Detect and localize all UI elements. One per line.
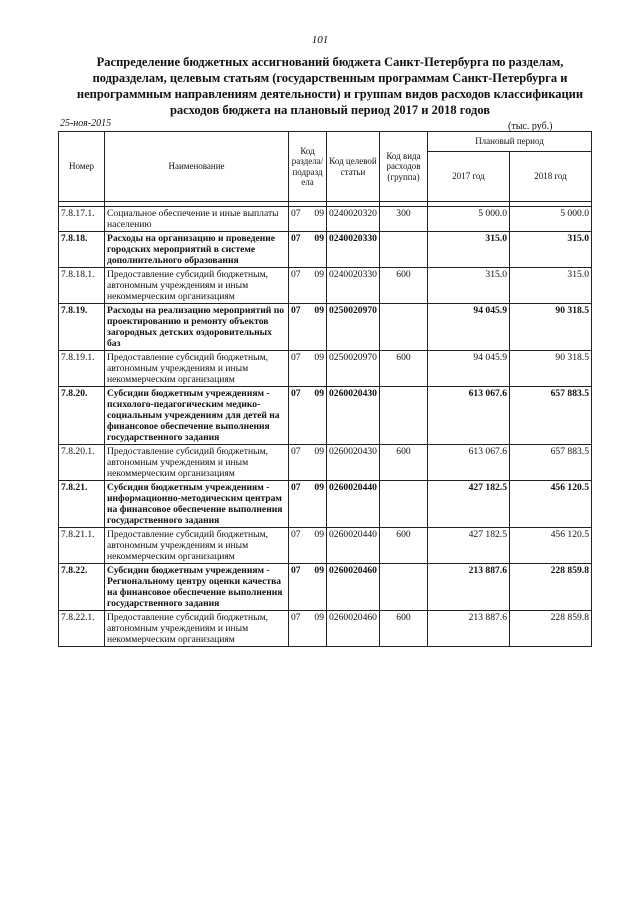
header-planned-period: Плановый период xyxy=(428,132,592,152)
row-section-code xyxy=(289,351,327,387)
row-section-code xyxy=(289,387,327,445)
table-row xyxy=(59,207,592,232)
table-body xyxy=(59,207,592,647)
row-name: Субсидия бюджетным учреждениям - информационно-методическим центрам на финансовое обеспечение выполнения государственного задания xyxy=(105,481,289,528)
row-amount-2018: 90 318.5 xyxy=(510,351,592,387)
row-number: 7.8.19.1. xyxy=(59,351,105,387)
row-section: 07 xyxy=(291,482,301,493)
row-type-code xyxy=(380,304,428,351)
row-section: 07 xyxy=(291,208,301,219)
header-year-2018: 2018 год xyxy=(510,152,592,202)
table-header xyxy=(59,132,592,207)
row-subsection: 09 xyxy=(314,352,324,363)
row-target-code: 0260020460 xyxy=(327,564,380,611)
row-number: 7.8.22. xyxy=(59,564,105,611)
row-section-code xyxy=(289,268,327,304)
row-amount-2017: 315.0 xyxy=(428,232,510,268)
row-amount-2018: 657 883.5 xyxy=(510,387,592,445)
table-row xyxy=(59,564,592,611)
row-name: Предоставление субсидий бюджетным, автономным учреждениям и иным некоммерческим организациям xyxy=(105,611,289,647)
row-type-code: 600 xyxy=(380,351,428,387)
row-amount-2017: 94 045.9 xyxy=(428,304,510,351)
table-row xyxy=(59,387,592,445)
row-type-code: 600 xyxy=(380,528,428,564)
table-row xyxy=(59,528,592,564)
row-target-code: 0240020330 xyxy=(327,232,380,268)
row-type-code xyxy=(380,564,428,611)
row-amount-2017: 427 182.5 xyxy=(428,481,510,528)
row-amount-2017: 613 067.6 xyxy=(428,445,510,481)
row-type-code: 600 xyxy=(380,445,428,481)
row-target-code: 0240020330 xyxy=(327,268,380,304)
row-number: 7.8.21.1. xyxy=(59,528,105,564)
row-name: Субсидии бюджетным учреждениям - психолого-педагогическим медико-социальным учреждениям для детей на финансовое обеспечение выполнения государственного задания xyxy=(105,387,289,445)
row-subsection: 09 xyxy=(314,305,324,316)
row-name: Субсидии бюджетным учреждениям - Региональному центру оценки качества на финансовое обеспечение выполнения государственного задания xyxy=(105,564,289,611)
row-subsection: 09 xyxy=(314,529,324,540)
row-subsection: 09 xyxy=(314,208,324,219)
row-amount-2018: 456 120.5 xyxy=(510,481,592,528)
row-section-code xyxy=(289,564,327,611)
row-amount-2018: 228 859.8 xyxy=(510,564,592,611)
row-name: Предоставление субсидий бюджетным, автономным учреждениям и иным некоммерческим организациям xyxy=(105,445,289,481)
document-date: 25-ноя-2015 xyxy=(60,118,112,129)
row-name: Предоставление субсидий бюджетным, автономным учреждениям и иным некоммерческим организациям xyxy=(105,528,289,564)
row-type-code xyxy=(380,232,428,268)
row-amount-2017: 94 045.9 xyxy=(428,351,510,387)
row-number: 7.8.17.1. xyxy=(59,207,105,232)
row-amount-2018: 90 318.5 xyxy=(510,304,592,351)
header-year-2017: 2017 год xyxy=(428,152,510,202)
document-title: Распределение бюджетных ассигнований бюджета Санкт-Петербурга по разделам, подразделам, целевым статьям (государственным программам Санкт-Петербурга и непрограммным направлениям деятельности) и группам видов расходов классификации расходов бюджета на плановый период 2017 и 2018 годов xyxy=(76,55,584,117)
row-section-code xyxy=(289,207,327,232)
row-target-code: 0260020440 xyxy=(327,481,380,528)
row-amount-2018: 315.0 xyxy=(510,268,592,304)
row-target-code: 0240020320 xyxy=(327,207,380,232)
table-row xyxy=(59,351,592,387)
row-type-code xyxy=(380,387,428,445)
row-subsection: 09 xyxy=(314,233,324,244)
table-row xyxy=(59,445,592,481)
table-row xyxy=(59,268,592,304)
row-amount-2018: 228 859.8 xyxy=(510,611,592,647)
row-number: 7.8.21. xyxy=(59,481,105,528)
row-section-code xyxy=(289,481,327,528)
header-target-code: Код целевой статьи xyxy=(327,132,380,202)
row-section: 07 xyxy=(291,233,301,244)
row-amount-2018: 657 883.5 xyxy=(510,445,592,481)
table-row xyxy=(59,232,592,268)
row-section-code xyxy=(289,611,327,647)
row-target-code: 0260020430 xyxy=(327,445,380,481)
row-target-code: 0250020970 xyxy=(327,351,380,387)
row-amount-2017: 5 000.0 xyxy=(428,207,510,232)
row-amount-2018: 456 120.5 xyxy=(510,528,592,564)
row-target-code: 0260020430 xyxy=(327,387,380,445)
row-name: Расходы на реализацию мероприятий по проектированию и ремонту объектов загородных детских оздоровительных баз xyxy=(105,304,289,351)
row-amount-2017: 213 887.6 xyxy=(428,611,510,647)
header-type-code: Код вида расходов (группа) xyxy=(380,132,428,202)
row-section-code xyxy=(289,445,327,481)
row-section: 07 xyxy=(291,612,301,623)
row-subsection: 09 xyxy=(314,565,324,576)
row-subsection: 09 xyxy=(314,388,324,399)
header-name: Наименование xyxy=(105,132,289,202)
row-number: 7.8.19. xyxy=(59,304,105,351)
row-name: Предоставление субсидий бюджетным, автономным учреждениям и иным некоммерческим организациям xyxy=(105,268,289,304)
row-type-code xyxy=(380,481,428,528)
row-target-code: 0260020460 xyxy=(327,611,380,647)
row-name: Расходы на организацию и проведение городских мероприятий в системе дополнительного образования xyxy=(105,232,289,268)
table-row xyxy=(59,304,592,351)
row-section: 07 xyxy=(291,352,301,363)
row-section: 07 xyxy=(291,529,301,540)
table-row xyxy=(59,481,592,528)
row-target-code: 0260020440 xyxy=(327,528,380,564)
row-number: 7.8.20.1. xyxy=(59,445,105,481)
row-section: 07 xyxy=(291,269,301,280)
row-amount-2018: 315.0 xyxy=(510,232,592,268)
row-subsection: 09 xyxy=(314,446,324,457)
budget-table xyxy=(58,131,592,647)
row-section-code xyxy=(289,232,327,268)
row-type-code: 600 xyxy=(380,611,428,647)
row-number: 7.8.18.1. xyxy=(59,268,105,304)
table-row xyxy=(59,611,592,647)
header-section-code: Код раздела/ подразд ела xyxy=(289,132,327,202)
page-number: 101 xyxy=(311,34,329,46)
row-type-code: 600 xyxy=(380,268,428,304)
row-number: 7.8.22.1. xyxy=(59,611,105,647)
units-label: (тыс. руб.) xyxy=(508,121,553,132)
row-amount-2017: 427 182.5 xyxy=(428,528,510,564)
row-subsection: 09 xyxy=(314,612,324,623)
row-number: 7.8.20. xyxy=(59,387,105,445)
row-amount-2017: 213 887.6 xyxy=(428,564,510,611)
row-target-code: 0250020970 xyxy=(327,304,380,351)
row-amount-2017: 315.0 xyxy=(428,268,510,304)
row-subsection: 09 xyxy=(314,269,324,280)
row-amount-2017: 613 067.6 xyxy=(428,387,510,445)
row-name: Предоставление субсидий бюджетным, автономным учреждениям и иным некоммерческим организациям xyxy=(105,351,289,387)
row-section-code xyxy=(289,528,327,564)
row-section: 07 xyxy=(291,446,301,457)
header-number: Номер xyxy=(59,132,105,202)
row-amount-2018: 5 000.0 xyxy=(510,207,592,232)
row-number: 7.8.18. xyxy=(59,232,105,268)
row-section: 07 xyxy=(291,305,301,316)
row-section: 07 xyxy=(291,565,301,576)
row-subsection: 09 xyxy=(314,482,324,493)
row-section-code xyxy=(289,304,327,351)
row-name: Социальное обеспечение и иные выплаты населению xyxy=(105,207,289,232)
row-type-code: 300 xyxy=(380,207,428,232)
row-section: 07 xyxy=(291,388,301,399)
